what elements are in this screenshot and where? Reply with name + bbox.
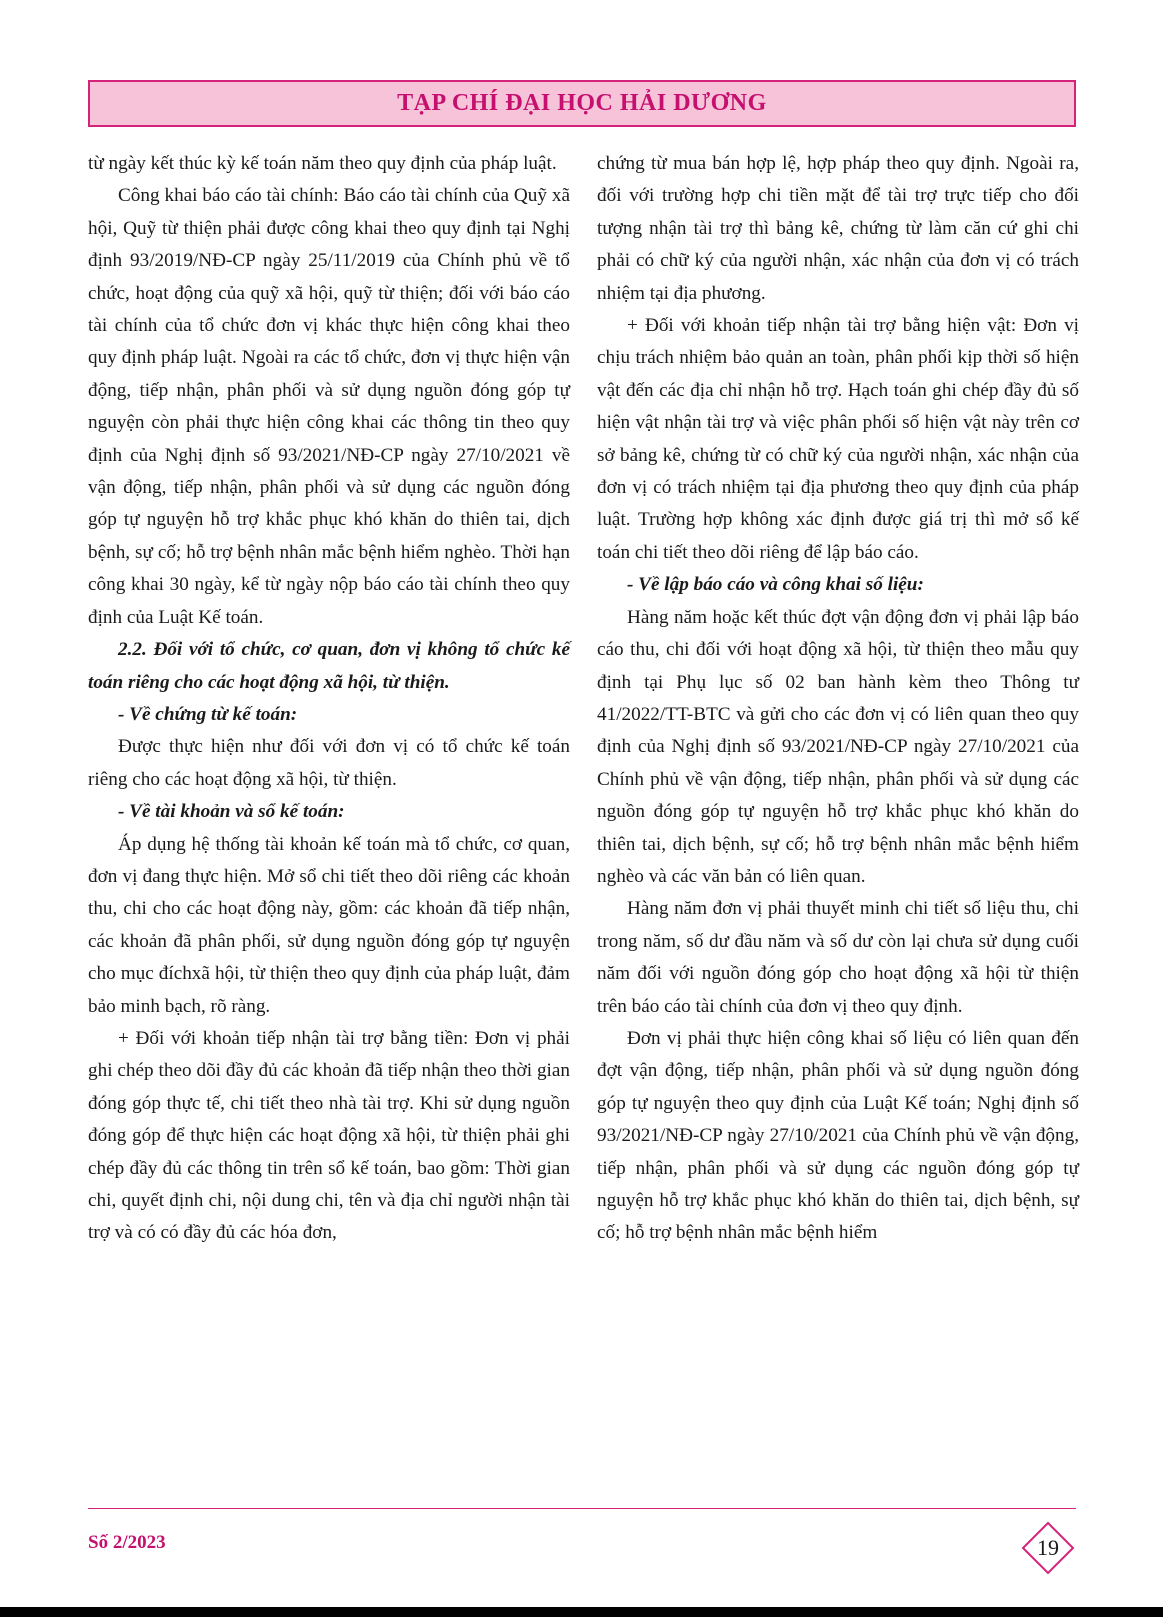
paragraph: Áp dụng hệ thống tài khoản kế toán mà tổ chức, cơ quan, đơn vị đang thực hiện. Mở sổ chi tiết theo dõi riêng các khoản thu, chi cho các hoạt động này, gồm: các khoản đã tiếp nhận, các khoản đã phân phối, sử dụng nguồn đóng góp tự nguyện cho mục đíchxã hội, từ thiện theo quy định của pháp luật, đảm bảo minh bạch, rõ ràng. [88, 833, 570, 1017]
paragraph: từ ngày kết thúc kỳ kế toán năm theo quy định của pháp luật. [88, 153, 557, 174]
bottom-bar [0, 1607, 1163, 1617]
subheading: - Về tài khoản và sổ kế toán: [118, 801, 345, 823]
paragraph: chứng từ mua bán hợp lệ, hợp pháp theo quy định. Ngoài ra, đối với trường hợp chi tiền mặt để tài trợ trực tiếp cho đối tượng nhận tài trợ thì bảng kê, chứng từ làm căn cứ ghi chi phải có chữ ký của người nhận, xác nhận của đơn vị có trách nhiệm tại địa phương. [597, 153, 1079, 304]
paragraph: Hàng năm hoặc kết thúc đợt vận động đơn vị phải lập báo cáo thu, chi đối với hoạt động xã hội, từ thiện theo mẫu quy định tại Phụ lục số 02 ban hành kèm theo Thông tư 41/2022/TT-BTC và gửi cho các đơn vị có liên quan theo quy định của Nghị định số 93/2021/NĐ-CP ngày 27/10/2021 của Chính phủ về vận động, tiếp nhận, phân phối và sử dụng các nguồn đóng góp tự nguyện hỗ trợ khắc phục khó khăn do thiên tai, dịch bệnh, sự cố; hỗ trợ bệnh nhân mắc bệnh hiểm nghèo và các văn bản có liên quan. [597, 606, 1079, 887]
subheading: - Về chứng từ kế toán: [118, 703, 298, 725]
subheading: - Về lập báo cáo và công khai số liệu: [627, 574, 924, 596]
right-column [597, 148, 1079, 1250]
page-number: 19 [1037, 1535, 1059, 1560]
journal-title: TẠP CHÍ ĐẠI HỌC HẢI DƯƠNG [397, 90, 767, 116]
paragraph: Được thực hiện như đối với đơn vị có tổ chức kế toán riêng cho các hoạt động xã hội, từ thiện. [88, 736, 570, 790]
journal-header [88, 80, 1076, 127]
paragraph: Đơn vị phải thực hiện công khai số liệu có liên quan đến đợt vận động, tiếp nhận, phân phối và sử dụng nguồn đóng góp tự nguyện theo quy định của Luật Kế toán; Nghị định số 93/2021/NĐ-CP ngày 27/10/2021 của Chính phủ về vận động, tiếp nhận, phân phối và sử dụng các nguồn đóng góp tự nguyện hỗ trợ khắc phục khó khăn do thiên tai, dịch bệnh, sự cố; hỗ trợ bệnh nhân mắc bệnh hiểm [597, 1027, 1079, 1244]
paragraph: + Đối với khoản tiếp nhận tài trợ bằng hiện vật: Đơn vị chịu trách nhiệm bảo quản an toàn, phân phối kịp thời số hiện vật đến các địa chỉ nhận hỗ trợ. Hạch toán ghi chép đầy đủ số hiện vật nhận tài trợ và việc phân phối số hiện vật này trên cơ sở bảng kê, chứng từ có chữ ký của người nhận, xác nhận của đơn vị có trách nhiệm tại địa phương theo quy định của pháp luật. Trường hợp không xác định được giá trị thì mở sổ kế toán chi tiết theo dõi riêng để lập báo cáo. [597, 315, 1079, 563]
paragraph: Công khai báo cáo tài chính: Báo cáo tài chính của Quỹ xã hội, Quỹ từ thiện phải được công khai theo quy định tại Nghị định 93/2019/NĐ-CP ngày 25/11/2019 của Chính phủ về tổ chức, hoạt động của quỹ xã hội, quỹ từ thiện; đối với báo cáo tài chính của tổ chức đơn vị khác thực hiện công khai theo quy định pháp luật. Ngoài ra các tổ chức, đơn vị thực hiện vận động, tiếp nhận, phân phối và sử dụng nguồn đóng góp tự nguyện còn phải thực hiện công khai các thông tin theo quy định của Nghị định số 93/2021/NĐ-CP ngày 27/10/2021 về vận động, tiếp nhận, phân phối và sử dụng các nguồn đóng góp tự nguyện hỗ trợ khắc phục khó khăn do thiên tai, dịch bệnh, sự cố; hỗ trợ bệnh nhân mắc bệnh hiểm nghèo. Thời hạn công khai 30 ngày, kể từ ngày nộp báo cáo tài chính theo quy định của Luật Kế toán. [88, 185, 570, 628]
left-column [88, 148, 570, 1250]
issue-label: Số 2/2023 [88, 1532, 166, 1553]
paragraph: Hàng năm đơn vị phải thuyết minh chi tiết số liệu thu, chi trong năm, số dư đầu năm và số dư còn lại chưa sử dụng cuối năm đối với nguồn đóng góp cho hoạt động xã hội từ thiện trên báo cáo tài chính của đơn vị theo quy định. [597, 898, 1079, 1017]
section-heading: 2.2. Đối với tổ chức, cơ quan, đơn vị không tổ chức kế toán riêng cho các hoạt động xã hội, từ thiện. [88, 639, 570, 693]
paragraph: + Đối với khoản tiếp nhận tài trợ bằng tiền: Đơn vị phải ghi chép theo dõi đầy đủ các khoản đã tiếp nhận theo thời gian đóng góp thực tế, chi tiết theo nhà tài trợ. Khi sử dụng nguồn đóng góp để thực hiện các hoạt động xã hội, từ thiện phải ghi chép đầy đủ các thông tin trên sổ kế toán, bao gồm: Thời gian chi, quyết định chi, nội dung chi, tên và địa chỉ người nhận tài trợ và có có đầy đủ các hóa đơn, [88, 1027, 570, 1244]
footer-divider [88, 1508, 1076, 1509]
page-number-badge [1020, 1520, 1076, 1576]
